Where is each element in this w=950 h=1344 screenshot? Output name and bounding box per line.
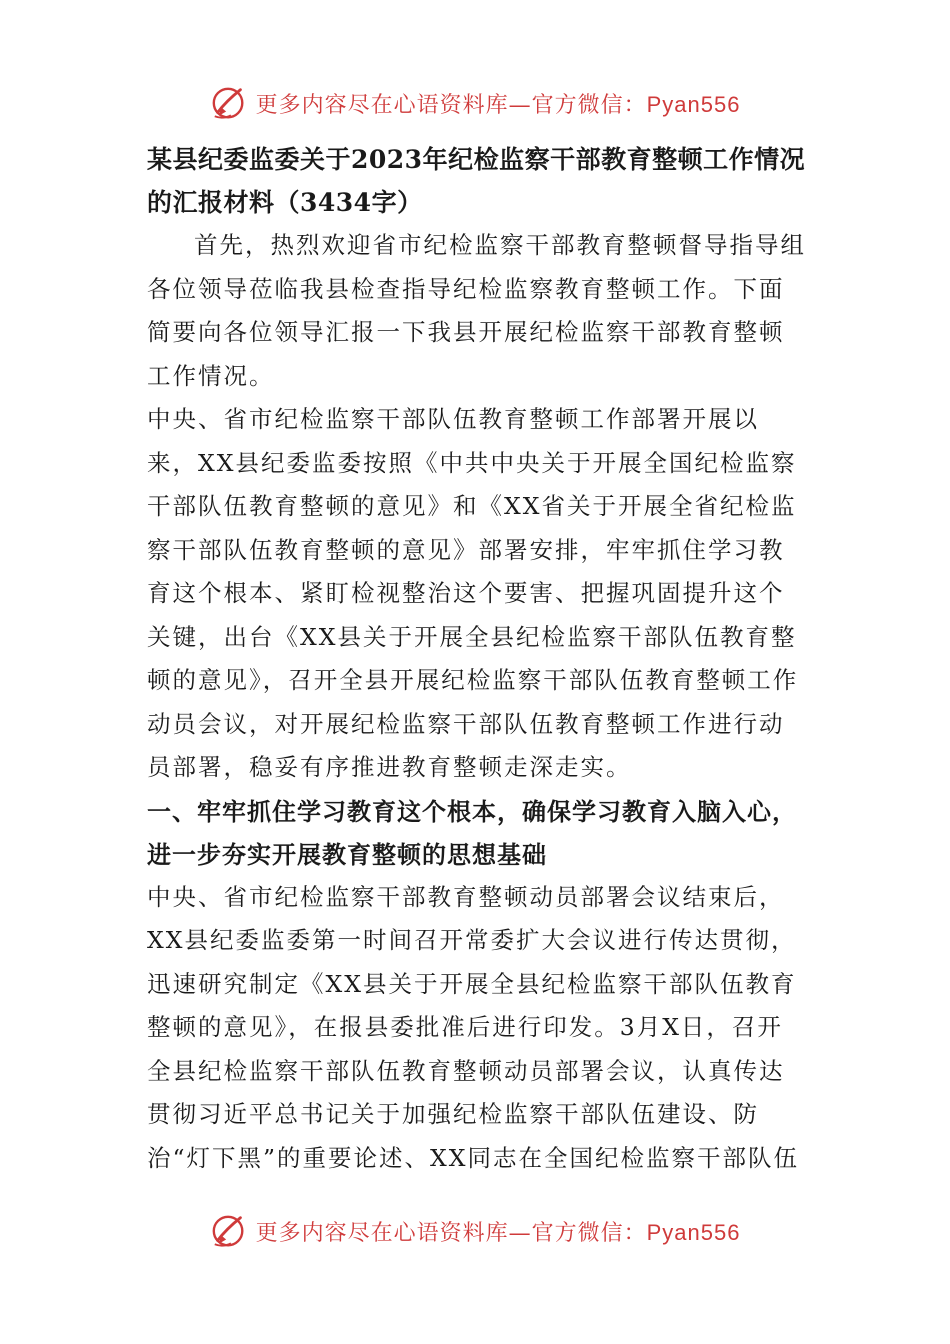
watermark-text: 更多内容尽在心语资料库—官方微信：Pyan556 [255, 1219, 741, 1246]
watermark-wechat-id: Pyan556 [646, 1219, 741, 1245]
watermark-text: 更多内容尽在心语资料库—官方微信：Pyan556 [255, 91, 741, 118]
pen-logo-icon [210, 84, 248, 122]
document-body [147, 138, 807, 1180]
document-title: 某县纪委监委关于2023年纪检监察干部教育整顿工作情况的汇报材料（3434字） [147, 145, 806, 217]
section-heading: 一、牢牢抓住学习教育这个根本，确保学习教育入脑入心，进一步夯实开展教育整顿的思想基础 [147, 796, 797, 869]
watermark-header [0, 84, 950, 122]
body-paragraph: 中央、省市纪检监察干部队伍教育整顿工作部署开展以来，XX县纪委监委按照《中共中央关于开展全国纪检监察干部队伍教育整顿的意见》和《XX省关于开展全省纪检监察干部队伍教育整顿的意见》部署安排，牢牢抓住学习教育这个根本、紧盯检视整治这个要害、把握巩固提升这个关键，出台《XX县关于开展全县纪检监察干部队伍教育整顿的意见》，召开全县开展纪检监察干部队伍教育整顿工作动员会议，对开展纪检监察干部队伍教育整顿工作进行动员部署，稳妥有序推进教育整顿走深走实。 [147, 405, 799, 781]
pen-logo-icon [210, 1212, 248, 1250]
body-paragraph: 中央、省市纪检监察干部教育整顿动员部署会议结束后，XX县纪委监委第一时间召开常委扩大会议进行传达贯彻，迅速研究制定《XX县关于开展全县纪检监察干部队伍教育整顿的意见》，在报县委批准后进行印发。3月X日，召开全县纪检监察干部队伍教育整顿动员部署会议，认真传达贯彻习近平总书记关于加强纪检监察干部队伍建设、防治“灯下黑”的重要论述、XX同志在全国纪检监察干部队伍 [147, 882, 799, 1172]
watermark-wechat-id: Pyan556 [646, 91, 741, 117]
intro-paragraph: 首先，热烈欢迎省市纪检监察干部教育整顿督导指导组各位领导莅临我县检查指导纪检监察教育整顿工作。下面简要向各位领导汇报一下我县开展纪检监察干部教育整顿工作情况。 [147, 231, 806, 390]
watermark-footer [0, 1212, 950, 1250]
